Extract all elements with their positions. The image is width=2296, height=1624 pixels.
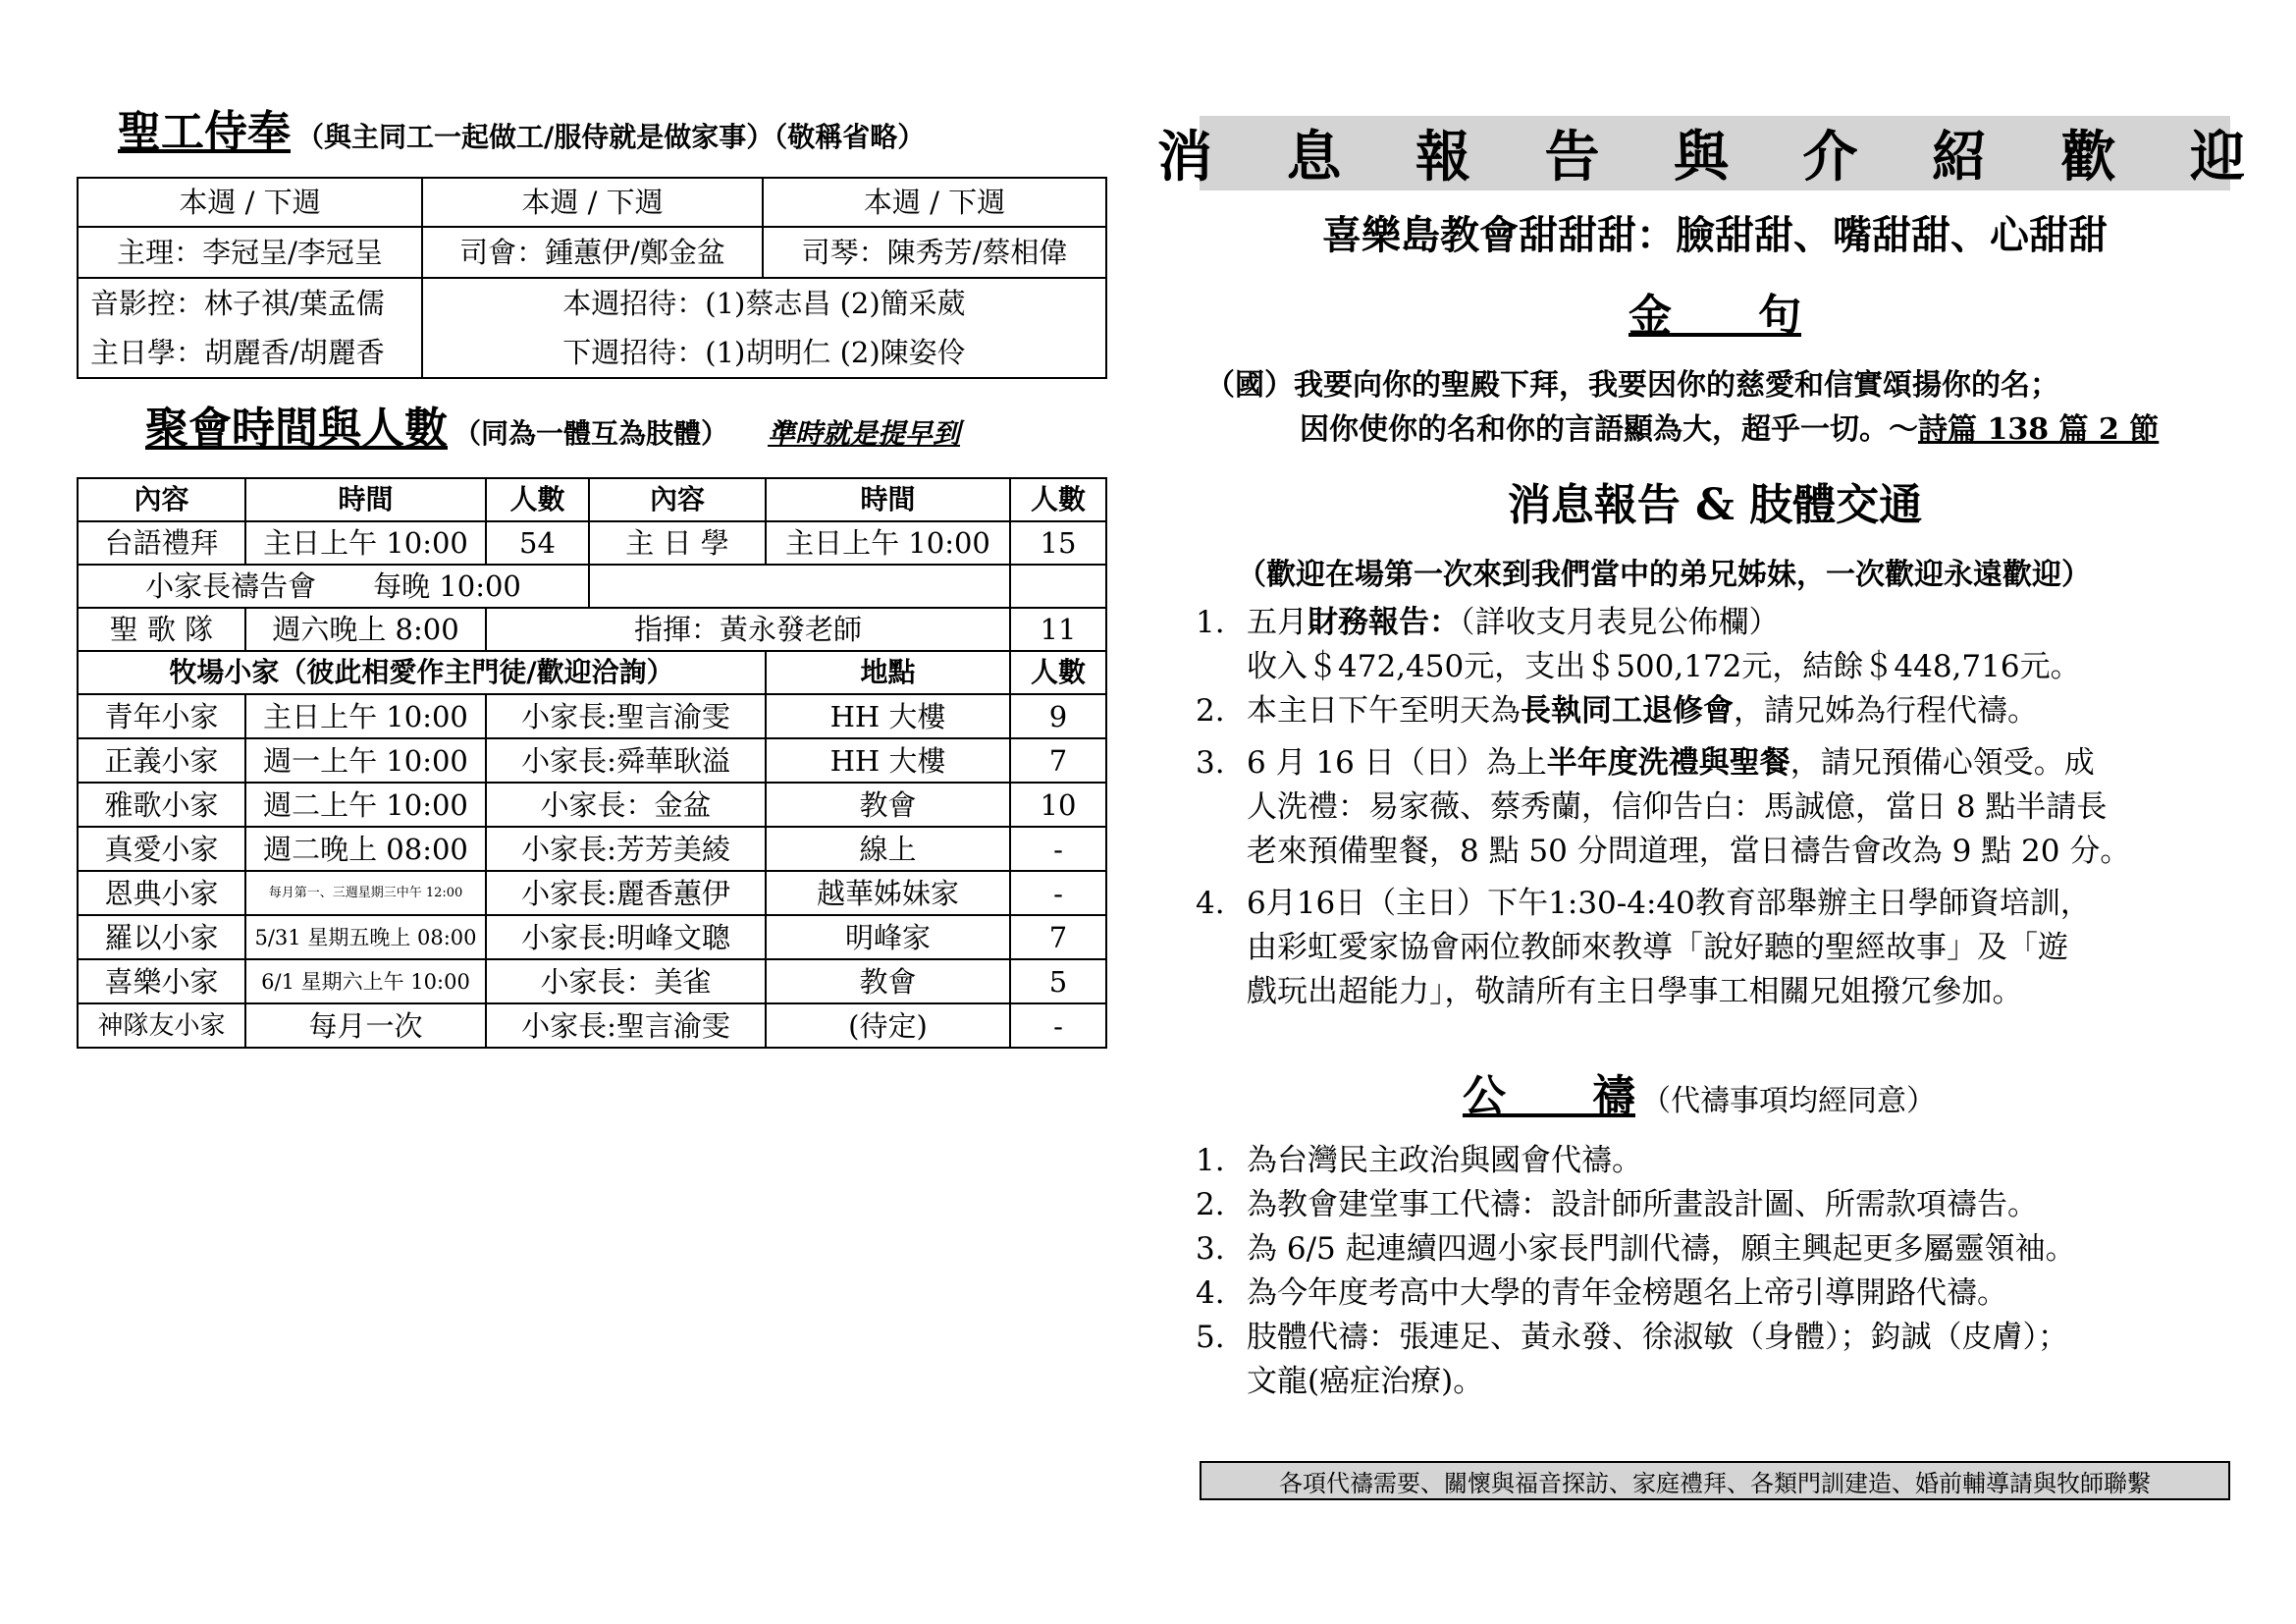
group-cell: 10 <box>1010 783 1106 827</box>
group-cell: 7 <box>1010 915 1106 959</box>
service-title: 聖工侍奉 <box>118 107 291 157</box>
news-number: 1. <box>1196 605 1225 640</box>
prayer-number: 3. <box>1196 1231 1225 1267</box>
meeting-header: 人數 <box>486 478 589 521</box>
news-item <box>1196 785 2236 830</box>
meeting-cell: 週六晚上 8:00 <box>245 608 486 651</box>
news-highlight: 長執同工退修會 <box>1521 693 1734 729</box>
empty-cell <box>1010 565 1106 608</box>
group-cell: - <box>1010 1003 1106 1048</box>
group-cell: 線上 <box>766 827 1010 871</box>
prayer-subtitle: （代禱事項均經同意） <box>1641 1084 1936 1118</box>
group-cell: 週二晚上 08:00 <box>245 827 486 871</box>
group-cell: HH 大樓 <box>766 694 1010 738</box>
group-cell: 小家長:麗香蕙伊 <box>486 871 766 915</box>
verse-line-2 <box>1205 407 2236 452</box>
group-cell: 正義小家 <box>78 738 245 783</box>
news-text: 人洗禮：易家薇、蔡秀蘭，信仰告白：馬誠億，當日 8 點半請長 <box>1247 789 2108 825</box>
news-item <box>1196 882 2236 926</box>
meeting-cell: 主日上午 10:00 <box>766 521 1010 565</box>
prayer-item <box>1196 1316 2236 1360</box>
group-cell: 恩典小家 <box>78 871 245 915</box>
meeting-table <box>77 477 1107 1049</box>
meeting-cell: 主 日 學 <box>589 521 766 565</box>
service-header: 本週 / 下週 <box>763 178 1106 227</box>
prayer-item <box>1196 1183 2236 1227</box>
verse-title: 金 句 <box>1629 291 1801 341</box>
service-heading <box>118 96 925 159</box>
news-text: 6月16日（主日）下午1:30-4:40教育部舉辦主日學師資培訓， <box>1247 886 2091 921</box>
meeting-heading <box>145 393 960 456</box>
prayer-text: 肢體代禱：張連足、黃永發、徐淑敏（身體）；鈞誠（皮膚）； <box>1247 1320 2068 1355</box>
prayer-number: 1. <box>1196 1143 1225 1178</box>
service-table <box>77 177 1107 379</box>
news-item <box>1196 926 2236 970</box>
meeting-cell: 11 <box>1010 608 1106 651</box>
prayer-text: 為今年度考高中大學的青年金榜題名上帝引導開路代禱。 <box>1247 1275 2007 1311</box>
meeting-header: 內容 <box>589 478 766 521</box>
group-cell: 每月一次 <box>245 1003 486 1048</box>
news-text: ，請兄預備心領受。成 <box>1789 745 2095 781</box>
news-highlight: 半年度洗禮與聖餐 <box>1546 745 1790 781</box>
group-cell: (待定) <box>766 1003 1010 1048</box>
prayer-item <box>1196 1139 2236 1183</box>
news-highlight: 財務報告： <box>1308 605 1460 640</box>
meeting-cell: 54 <box>486 521 589 565</box>
prayer-item <box>1196 1360 2236 1404</box>
group-cell: 喜樂小家 <box>78 959 245 1003</box>
group-cell: 越華姊妹家 <box>766 871 1010 915</box>
group-cell: 7 <box>1010 738 1106 783</box>
sunday-school-teacher: 主日學：胡麗香/胡麗香 <box>90 336 385 369</box>
prayer-list <box>1196 1139 2236 1404</box>
meeting-cell: 台語禮拜 <box>78 521 245 565</box>
group-cell: 教會 <box>766 783 1010 827</box>
news-number: 4. <box>1196 886 1225 921</box>
prayer-item <box>1196 1227 2236 1272</box>
group-cell: 明峰家 <box>766 915 1010 959</box>
news-text: 本主日下午至明天為 <box>1247 693 1521 729</box>
group-cell: 小家長:舜華耿溢 <box>486 738 766 783</box>
footer-bar <box>1200 1461 2230 1500</box>
group-cell: 小家長：金盆 <box>486 783 766 827</box>
verse-line-2-text: 因你使你的名和你的言語顯為大，超乎一切。～ <box>1300 412 1918 447</box>
group-cell: 青年小家 <box>78 694 245 738</box>
group-cell: - <box>1010 871 1106 915</box>
empty-cell <box>589 565 1010 608</box>
banner-text: 消 息 報 告 與 介 紹 歡 迎 <box>1157 125 2272 189</box>
group-cell: - <box>1010 827 1106 871</box>
prayer-number: 2. <box>1196 1187 1225 1222</box>
news-text: 戲玩出超能力」，敬請所有主日學事工相關兄姐撥冗參加。 <box>1247 974 2023 1009</box>
group-cell: 6/1 星期六上午 10:00 <box>245 959 486 1003</box>
news-number: 3. <box>1196 745 1225 781</box>
meeting-cell: 聖 歌 隊 <box>78 608 245 651</box>
news-item <box>1196 970 2236 1014</box>
news-title: 消息報告 & 肢體交通 <box>1507 480 1923 530</box>
news-text: 6 月 16 日（日）為上 <box>1247 745 1547 781</box>
news-item <box>1196 601 2236 645</box>
av-control: 音影控：林子祺/葉孟儒 <box>90 287 385 320</box>
news-number: 2. <box>1196 693 1225 729</box>
group-cell: 雅歌小家 <box>78 783 245 827</box>
group-cell: 神隊友小家 <box>78 1003 245 1048</box>
service-cell: 主理：李冠呈/李冠呈 <box>78 227 422 278</box>
group-cell: 羅以小家 <box>78 915 245 959</box>
footer-text: 各項代禱需要、關懷與福音探訪、家庭禮拜、各類門訓建造、婚前輔導請與牧師聯繫 <box>1279 1469 2151 1497</box>
av-sundayschool-cell <box>78 278 422 378</box>
prayer-heading <box>1463 1060 1936 1123</box>
group-cell: 真愛小家 <box>78 827 245 871</box>
news-text: ，請兄姊為行程代禱。 <box>1734 693 2038 729</box>
group-cell: 小家長:聖言渝雯 <box>486 1003 766 1048</box>
group-cell: 每月第一、三週星期三中午 12:00 <box>245 871 486 915</box>
group-cell: 小家長:明峰文聰 <box>486 915 766 959</box>
verse-reference: 詩篇 138 篇 2 節 <box>1918 412 2160 447</box>
banner <box>1157 116 2272 190</box>
prayer-text: 為教會建堂事工代禱：設計師所畫設計圖、所需款項禱告。 <box>1247 1187 2038 1222</box>
meeting-header: 時間 <box>245 478 486 521</box>
news-item <box>1196 645 2236 689</box>
news-text: 由彩虹愛家協會兩位教師來教導「說好聽的聖經故事」及「遊 <box>1247 930 2068 965</box>
group-cell: 主日上午 10:00 <box>245 694 486 738</box>
prayer-number: 5. <box>1196 1320 1225 1355</box>
service-cell: 司琴：陳秀芳/蔡相偉 <box>763 227 1106 278</box>
group-cell: HH 大樓 <box>766 738 1010 783</box>
news-text: （詳收支月表見公佈欄） <box>1460 605 1780 640</box>
meeting-cell: 指揮：黃永發老師 <box>486 608 1010 651</box>
group-cell: 週一上午 10:00 <box>245 738 486 783</box>
verse-block <box>1205 363 2236 452</box>
verse-line-1: （國）我要向你的聖殿下拜，我要因你的慈愛和信實頌揚你的名； <box>1205 368 2059 403</box>
news-text: 老來預備聖餐，8 點 50 分問道理，當日禱告會改為 9 點 20 分。 <box>1247 834 2131 869</box>
prayer-text: 為台灣民主政治與國會代禱。 <box>1247 1143 1642 1178</box>
service-header: 本週 / 下週 <box>422 178 763 227</box>
reception-next-week: 下週招待：(1)胡明仁 (2)陳姿伶 <box>562 336 966 369</box>
prayer-text: 文龍(癌症治療)。 <box>1247 1364 1484 1399</box>
meeting-header: 內容 <box>78 478 245 521</box>
meeting-title: 聚會時間與人數 <box>145 404 448 454</box>
group-header: 地點 <box>766 651 1010 694</box>
meeting-cell: 主日上午 10:00 <box>245 521 486 565</box>
news-text: 收入＄472,450元，支出＄500,172元，結餘＄448,716元。 <box>1247 649 2081 684</box>
prayer-meeting-cell: 小家長禱告會 每晚 10:00 <box>78 565 589 608</box>
group-cell: 小家長:芳芳美綾 <box>486 827 766 871</box>
group-cell: 小家長：美雀 <box>486 959 766 1003</box>
service-header: 本週 / 下週 <box>78 178 422 227</box>
church-slogan: 喜樂島教會甜甜甜：臉甜甜、嘴甜甜、心甜甜 <box>1322 212 2108 258</box>
welcome-line: （歡迎在場第一次來到我們當中的弟兄姊妹，一次歡迎永遠歡迎） <box>1237 558 2091 592</box>
prayer-item <box>1196 1272 2236 1316</box>
prayer-number: 4. <box>1196 1275 1225 1311</box>
news-item <box>1196 830 2236 874</box>
reception-cell <box>422 278 1106 378</box>
meeting-subtitle: （同為一體互為肢體） <box>454 417 729 450</box>
group-cell: 教會 <box>766 959 1010 1003</box>
news-list <box>1196 601 2236 1014</box>
prayer-text: 為 6/5 起連續四週小家長門訓代禱，願主興起更多屬靈領袖。 <box>1247 1231 2076 1267</box>
meeting-motto: 準時就是提早到 <box>768 417 961 450</box>
group-header: 人數 <box>1010 651 1106 694</box>
group-cell: 5/31 星期五晚上 08:00 <box>245 915 486 959</box>
service-subtitle: （與主同工一起做工/服侍就是做家事）（敬稱省略） <box>296 121 926 153</box>
group-cell: 5 <box>1010 959 1106 1003</box>
news-item <box>1196 741 2236 785</box>
news-text: 五月 <box>1247 605 1308 640</box>
service-cell: 司會：鍾蕙伊/鄭金盆 <box>422 227 763 278</box>
meeting-header: 人數 <box>1010 478 1106 521</box>
reception-this-week: 本週招待：(1)蔡志昌 (2)簡采葳 <box>562 287 966 320</box>
group-cell: 週二上午 10:00 <box>245 783 486 827</box>
group-cell: 9 <box>1010 694 1106 738</box>
meeting-header: 時間 <box>766 478 1010 521</box>
prayer-title: 公 禱 <box>1463 1071 1635 1121</box>
news-item <box>1196 689 2236 733</box>
group-header: 牧場小家（彼此相愛作主門徒/歡迎洽詢） <box>78 651 766 694</box>
meeting-cell: 15 <box>1010 521 1106 565</box>
group-cell: 小家長:聖言渝雯 <box>486 694 766 738</box>
